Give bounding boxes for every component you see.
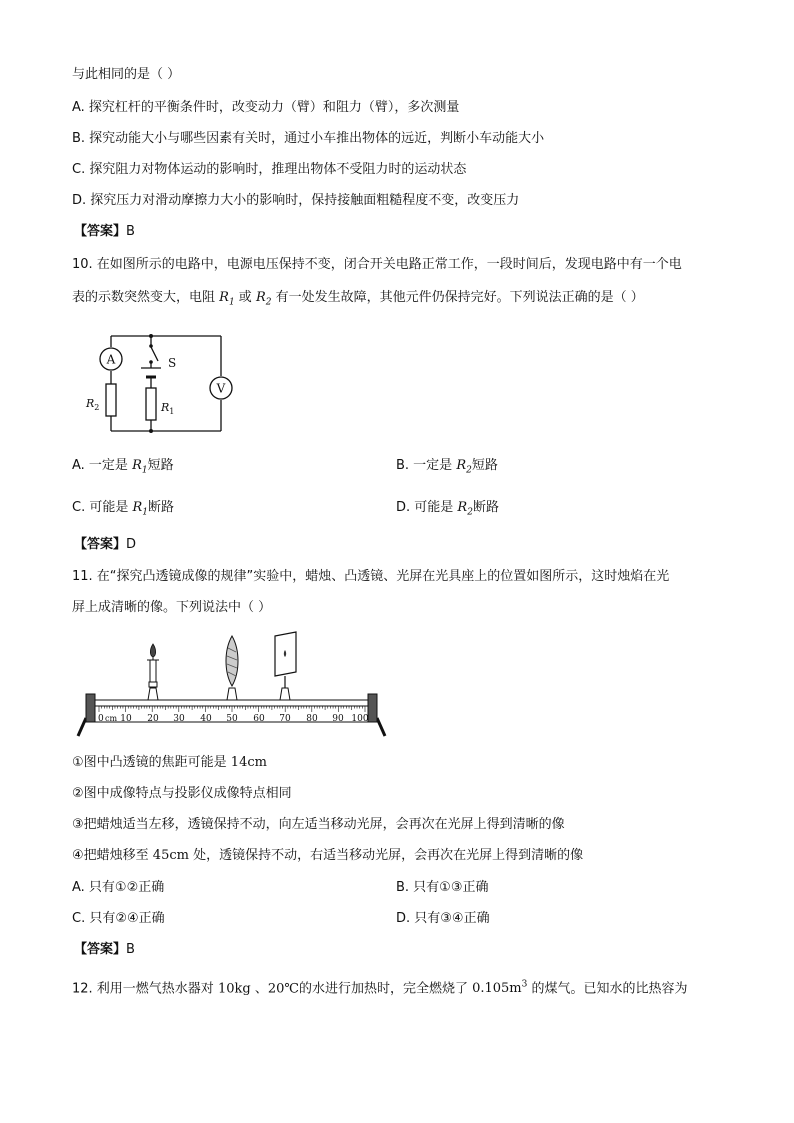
scale-label-70: 70 [279, 714, 291, 724]
q10-text: 有一处发生故障，其他元件仍保持完好。下列说法正确的是（ ） [271, 290, 644, 305]
scale-label-50: 50 [226, 714, 238, 724]
q11-statement-4: ④把蜡烛移至 45cm 处，透镜保持不动，右适当移动光屏，会再次在光屏上得到清晰的像 [72, 848, 584, 863]
bench-rail [95, 700, 368, 706]
q9-option-c: C. 探究阻力对物体运动的影响时，推理出物体不受阻力时的运动状态 [72, 162, 467, 177]
q10-answer [74, 536, 136, 554]
q11-option-a: A. 只有①②正确 [72, 880, 165, 895]
scale-label-20: 20 [147, 714, 159, 724]
r1-label: $R_1$ [161, 401, 175, 416]
bench-end-right [368, 694, 377, 722]
q9-option-a: A. 探究杠杆的平衡条件时，改变动力（臂）和阻力（臂），多次测量 [72, 100, 460, 115]
q11-option-c: C. 只有②④正确 [72, 911, 165, 926]
bench-leg-left [78, 718, 86, 736]
q10-text: 或 [234, 290, 256, 305]
q10-stem-line2 [72, 289, 644, 312]
scale-label-60: 60 [253, 714, 265, 724]
circuit-diagram [80, 330, 240, 442]
q11-answer [74, 941, 135, 959]
scale-label-100: 100 [351, 714, 369, 724]
q10-option-b: B. 一定是 $R_2$短路 [396, 458, 498, 476]
q11-statement-2: ②图中成像特点与投影仪成像特点相同 [72, 786, 292, 801]
r2-symbol: $R_2$ [255, 290, 272, 308]
q10-option-a: A. 一定是 $R_1$短路 [72, 458, 174, 476]
q9-answer [74, 223, 135, 241]
scale-label-0: 0 [98, 714, 104, 724]
answer-label: 【答案】 [74, 537, 127, 552]
resistor-r1 [146, 388, 156, 420]
answer-label: 【答案】 [74, 942, 127, 957]
scale-label-90: 90 [332, 714, 344, 724]
switch-contact [149, 344, 153, 348]
q12-stem: 12. 利用一燃气热水器对 10kg 、20℃的水进行加热时，完全燃烧了 $0.105m^3$ 的煤气。已知水的比热容为 [72, 980, 688, 997]
bench-end-left [86, 694, 95, 722]
answer-label: 【答案】 [74, 224, 127, 239]
resistor-r2 [106, 384, 116, 416]
junction-dot [149, 429, 153, 433]
answer-value: D [126, 537, 137, 552]
bench-leg-right [377, 718, 385, 736]
q10-text: 表的示数突然变大，电阻 [72, 290, 220, 305]
scale-label-10: 10 [120, 714, 132, 724]
answer-value: B [126, 224, 135, 239]
junction-dot [149, 334, 153, 338]
q10-option-d: D. 可能是 $R_2$断路 [396, 500, 499, 518]
q9-option-d: D. 探究压力对滑动摩擦力大小的影响时，保持接触面粗糙程度不变，改变压力 [72, 193, 520, 208]
q10-stem-line1: 10. 在如图所示的电路中，电源电压保持不变，闭合开关电路正常工作，一段时间后，发现电路中有一个电 [72, 257, 682, 272]
optical-bench-diagram [72, 630, 392, 742]
answer-value: B [126, 942, 135, 957]
scale-label-cm: cm [105, 714, 118, 723]
q9-stem-tail: 与此相同的是（ ） [72, 67, 181, 82]
q11-option-d: D. 只有③④正确 [396, 911, 490, 926]
q11-statement-1: ①图中凸透镜的焦距可能是 14cm [72, 755, 267, 770]
scale-label-40: 40 [200, 714, 212, 724]
q11-stem-line1: 11. 在“探究凸透镜成像的规律”实验中，蜡烛、凸透镜、光屏在光具座上的位置如图所示，这时烛焰在光 [72, 569, 670, 584]
voltmeter-label: V [216, 381, 226, 396]
q9-option-b: B. 探究动能大小与哪些因素有关时，通过小车推出物体的远近，判断小车动能大小 [72, 131, 545, 146]
candle-icon [147, 644, 159, 700]
switch-contact [149, 360, 153, 364]
q11-stem-line2: 屏上成清晰的像。下列说法中（ ） [72, 600, 272, 615]
scale-label-30: 30 [173, 714, 185, 724]
switch-label: S [168, 356, 177, 370]
q10-option-c: C. 可能是 $R_1$断路 [72, 500, 175, 518]
r2-label: $R_2$ [86, 397, 100, 412]
light-screen-icon [275, 632, 296, 700]
ammeter-label: A [106, 352, 116, 367]
convex-lens-icon [226, 636, 238, 700]
r1-symbol: $R_1$ [219, 290, 235, 308]
scale-label-80: 80 [306, 714, 318, 724]
q11-statement-3: ③把蜡烛适当左移，透镜保持不动，向左适当移动光屏，会再次在光屏上得到清晰的像 [72, 817, 565, 832]
q11-option-b: B. 只有①③正确 [396, 880, 489, 895]
